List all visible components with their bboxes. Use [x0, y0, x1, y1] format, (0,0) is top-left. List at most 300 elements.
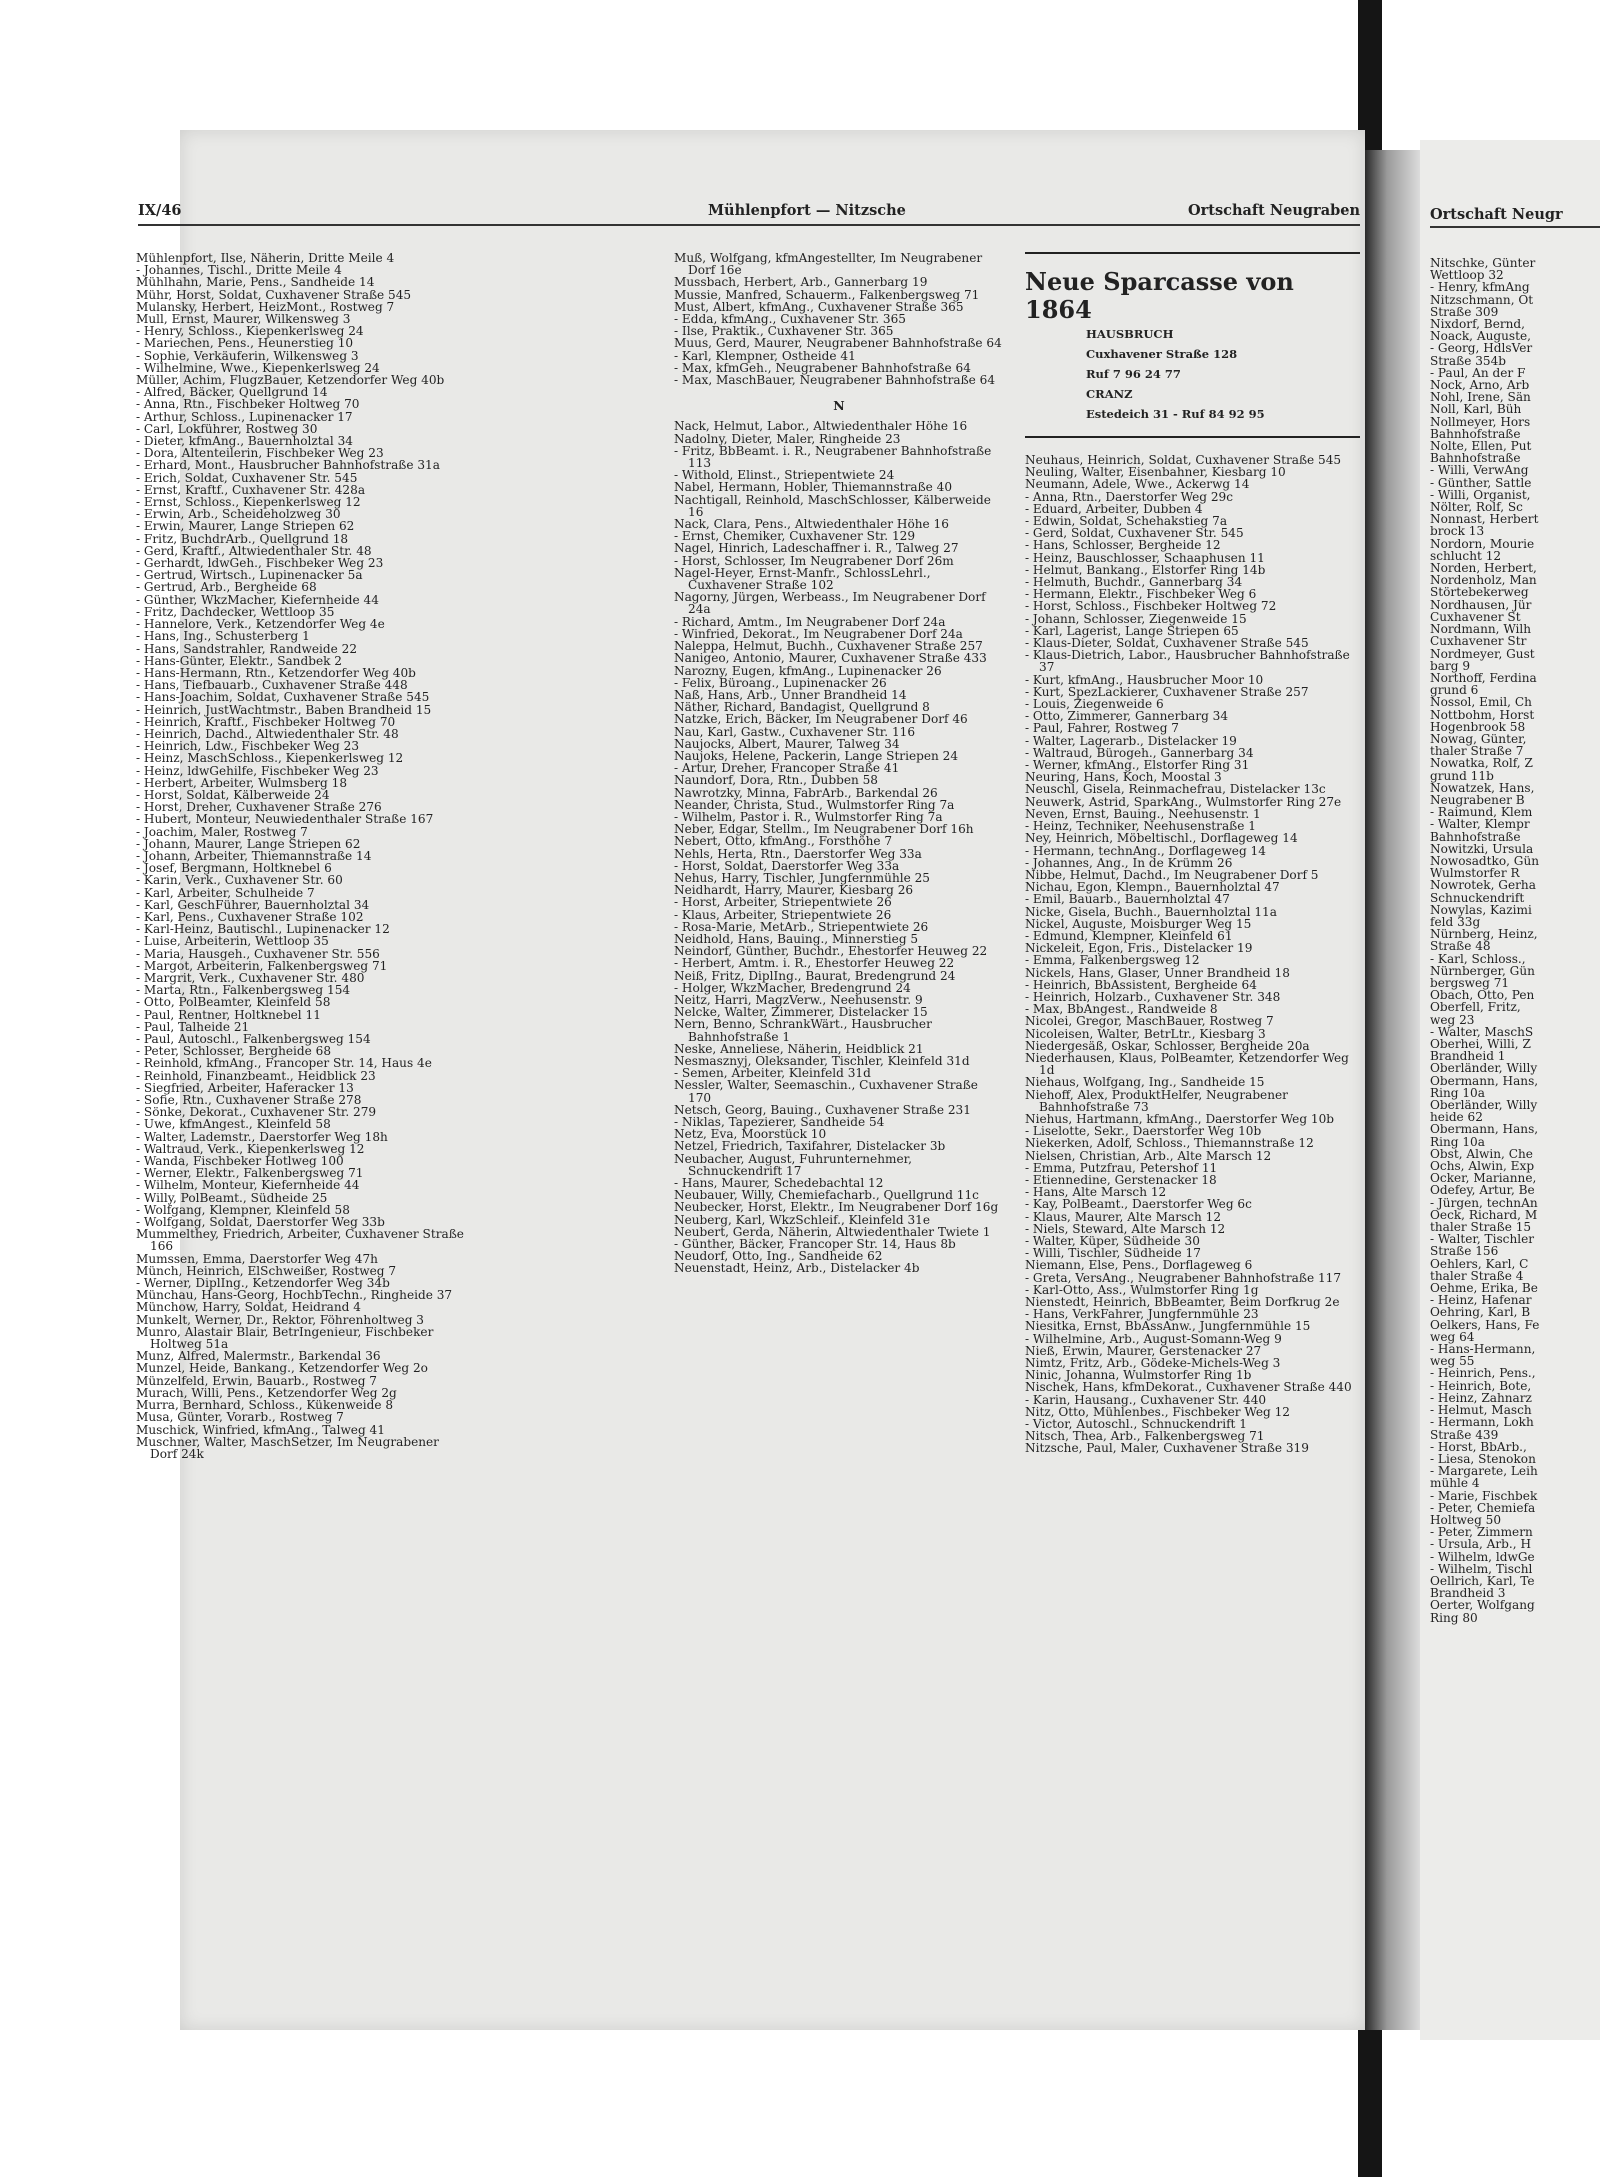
directory-entry: - Horst, BbArb., — [1430, 1439, 1527, 1454]
directory-entry: - Werner, Elektr., Falkenbergsweg 71 — [136, 1166, 364, 1181]
directory-entry: Mussbach, Herbert, Arb., Gannerbarg 19 — [674, 275, 928, 290]
directory-entry: Ring 10a — [1430, 1085, 1485, 1100]
directory-entry: Nitz, Otto, Mühlenbes., Fischbeker Weg 12 — [1025, 1404, 1290, 1419]
directory-entry: Murach, Willi, Pens., Ketzendorfer Weg 2g — [136, 1385, 397, 1400]
directory-entry: Nehus, Harry, Tischler, Jungfernmühle 25 — [674, 870, 930, 885]
directory-entry: - Karl-Otto, Ass., Wulmstorfer Ring 1g — [1025, 1282, 1259, 1297]
directory-entry: - Johannes, Ang., In de Krümm 26 — [1025, 855, 1233, 870]
directory-entry: Munz, Alfred, Malermstr., Barkendal 36 — [136, 1349, 381, 1364]
entries-mu — [674, 252, 1004, 386]
directory-entry: - Anna, Rtn., Daerstorfer Weg 29c — [1025, 489, 1234, 504]
directory-entry: - Hans-Joachim, Soldat, Cuxhavener Straße 545 — [136, 690, 430, 705]
directory-entry: Mühr, Horst, Soldat, Cuxhavener Straße 545 — [136, 287, 412, 302]
directory-entry: Nicoleisen, Walter, BetrLtr., Kiesbarg 3 — [1025, 1026, 1266, 1041]
directory-entry: Naß, Hans, Arb., Unner Brandheid 14 — [674, 687, 907, 702]
directory-entry: thaler Straße 4 — [1430, 1268, 1524, 1283]
directory-entry: Munkelt, Werner, Dr., Rektor, Föhrenholtweg 3 — [136, 1312, 424, 1327]
directory-entry: Niederhausen, Klaus, PolBeamter, Ketzendorfer Weg 1d — [1025, 1050, 1349, 1078]
directory-entry: - Kurt, SpezLackierer, Cuxhavener Straße 257 — [1025, 684, 1309, 699]
directory-entry: Nowatka, Rolf, Z — [1430, 756, 1533, 771]
directory-entry: - Hans, Ing., Schusterberg 1 — [136, 629, 310, 644]
directory-entry: - Karl, GeschFührer, Bauernholztal 34 — [136, 897, 370, 912]
directory-entry: Mühlenpfort, Ilse, Näherin, Dritte Meile 4 — [136, 251, 395, 265]
directory-entry: - Waltraud, Verk., Kiepenkerlsweg 12 — [136, 1141, 365, 1156]
directory-entry: - Ilse, Praktik., Cuxhavener Str. 365 — [674, 324, 894, 339]
directory-entry: - Margarete, Leih — [1430, 1464, 1538, 1479]
directory-entry: Mühlhahn, Marie, Pens., Sandheide 14 — [136, 275, 375, 290]
directory-entry: Nickels, Hans, Glaser, Unner Brandheid 18 — [1025, 965, 1290, 980]
directory-entry: - Horst, Dreher, Cuxhavener Straße 276 — [136, 800, 382, 815]
directory-entry: Obermann, Hans, — [1430, 1122, 1539, 1137]
directory-entry: - Hans-Günter, Elektr., Sandbek 2 — [136, 653, 342, 668]
directory-entry: Nitzsche, Paul, Maler, Cuxhavener Straße 319 — [1025, 1441, 1309, 1456]
ad-line: Cuxhavener Straße 128 — [1086, 347, 1238, 361]
directory-entry: - Ernst, Chemiker, Cuxhavener Str. 129 — [674, 529, 916, 544]
directory-entry: - Paul, Fahrer, Rostweg 7 — [1025, 721, 1179, 736]
directory-entry: - Liselotte, Sekr., Daerstorfer Weg 10b — [1025, 1124, 1262, 1139]
directory-entry: Nielsen, Christian, Arb., Alte Marsch 12 — [1025, 1148, 1272, 1163]
page-number: IX/46 — [138, 202, 182, 219]
directory-entry: Ocker, Marianne, — [1430, 1171, 1537, 1186]
directory-entry: Nürnberger, Gün — [1430, 963, 1535, 978]
directory-entry: schlucht 12 — [1430, 548, 1502, 563]
directory-entry: Naujocks, Albert, Maurer, Talweg 34 — [674, 736, 900, 751]
directory-column-2 — [674, 252, 1004, 1275]
directory-entry: brock 13 — [1430, 524, 1485, 539]
directory-entry: Oberländer, Willy — [1430, 1098, 1538, 1113]
directory-entry: Nessler, Walter, Seemaschin., Cuxhavener Straße 170 — [674, 1078, 978, 1105]
directory-entry: - Günther, Bäcker, Francoper Str. 14, Haus 8b — [674, 1237, 956, 1252]
directory-entry: Nickel, Auguste, Moisburger Weg 15 — [1025, 916, 1252, 931]
directory-entry: - Ursula, Arb., H — [1430, 1537, 1532, 1552]
directory-entry: Netsch, Georg, Bauing., Cuxhavener Straße 231 — [674, 1102, 971, 1117]
directory-entry: weg 55 — [1430, 1354, 1475, 1369]
directory-entry: Nibbe, Helmut, Dachd., Im Neugrabener Dorf 5 — [1025, 867, 1319, 882]
directory-entry: - Hans, Sandstrahler, Randweide 22 — [136, 641, 358, 656]
directory-entry: Münchau, Hans-Georg, HochbTechn., Ringheide 37 — [136, 1288, 453, 1303]
district-name: Ortschaft Neugraben — [1188, 202, 1360, 219]
directory-entry: - Arthur, Schloss., Lupinenacker 17 — [136, 409, 353, 424]
directory-entry: - Horst, Arbeiter, Striepentwiete 26 — [674, 895, 892, 910]
directory-entry: - Heinz, Zahnarz — [1430, 1390, 1532, 1405]
directory-entry: - Felix, Büroang., Lupinenacker 26 — [674, 675, 887, 690]
directory-entry: - Herbert, Arbeiter, Wulmsberg 18 — [136, 775, 348, 790]
directory-entry: Nack, Helmut, Labor., Altwiedenthaler Höhe 16 — [674, 419, 968, 434]
directory-entry: Netz, Eva, Moorstück 10 — [674, 1127, 827, 1142]
directory-entry: - Edmund, Klempner, Kleinfeld 61 — [1025, 928, 1233, 943]
directory-entry: Neuring, Hans, Koch, Moostal 3 — [1025, 770, 1222, 785]
directory-entry: mühle 4 — [1430, 1476, 1480, 1491]
directory-entry: thaler Straße 15 — [1430, 1220, 1532, 1235]
directory-entry: Nowitzki, Ursula — [1430, 841, 1534, 856]
directory-entry: - Karl, Lagerist, Lange Striepen 65 — [1025, 623, 1239, 638]
directory-entry: - Johann, Arbeiter, Thiemannstraße 14 — [136, 848, 372, 863]
directory-entry: - Erwin, Maurer, Lange Striepen 62 — [136, 519, 355, 534]
next-page-column — [1430, 257, 1600, 1624]
directory-entry: Wettloop 32 — [1430, 268, 1504, 283]
directory-entry: Nitschke, Günter — [1430, 256, 1536, 270]
directory-entry: Naujoks, Helene, Packerin, Lange Striepen 24 — [674, 748, 959, 763]
directory-entry: - Paul, Rentner, Holtknebel 11 — [136, 1007, 321, 1022]
ad-title: Neue Sparcasse von 1864 — [1025, 267, 1294, 324]
directory-entry: heide 62 — [1430, 1110, 1483, 1125]
directory-entry: - Gerd, Soldat, Cuxhavener Str. 545 — [1025, 526, 1244, 541]
directory-entry: - Paul, An der F — [1430, 365, 1526, 380]
directory-entry: - Fritz, BuchdrArb., Quellgrund 18 — [136, 531, 349, 546]
directory-entry: - Max, kfmGeh., Neugrabener Bahnhofstraße 64 — [674, 360, 971, 375]
directory-entry: - Hubert, Monteur, Neuwiedenthaler Straße 167 — [136, 812, 434, 827]
directory-entry: Bahnhofstraße — [1430, 829, 1521, 844]
directory-entry: Neubecker, Horst, Elektr., Im Neugrabener Dorf 16g — [674, 1200, 999, 1215]
directory-entry: Oberländer, Willy — [1430, 1061, 1538, 1076]
directory-entry: Bahnhofstraße — [1430, 426, 1521, 441]
directory-entry: - Margrit, Verk., Cuxhavener Str. 480 — [136, 970, 365, 985]
directory-entry: - Heinz, ldwGehilfe, Fischbeker Weg 23 — [136, 763, 379, 778]
directory-entry: - Henry, kfmAng — [1430, 280, 1530, 295]
directory-entry: Ninic, Johanna, Wulmstorfer Ring 1b — [1025, 1368, 1252, 1383]
directory-entry: Mull, Ernst, Maurer, Wilkensweg 3 — [136, 312, 351, 327]
bank-advertisement — [1025, 252, 1360, 438]
directory-entry: Ochs, Alwin, Exp — [1430, 1159, 1535, 1174]
directory-entry: - Peter, Zimmern — [1430, 1525, 1533, 1540]
directory-entry: - Edda, kfmAng., Cuxhavener Str. 365 — [674, 312, 907, 327]
directory-entry: Nitsch, Thea, Arb., Falkenbergsweg 71 — [1025, 1429, 1265, 1444]
directory-entry: Oberhei, Willi, Z — [1430, 1037, 1531, 1051]
directory-entry: - Victor, Autoschl., Schnuckendrift 1 — [1025, 1417, 1247, 1432]
directory-entry: Nicke, Gisela, Buchh., Bauernholztal 11a — [1025, 904, 1277, 919]
directory-entry: - Withold, Elinst., Striepentwiete 24 — [674, 468, 895, 483]
section-letter: N — [833, 398, 845, 414]
directory-entry: Oerter, Wolfgang — [1430, 1598, 1535, 1613]
directory-entry: Straße 309 — [1430, 304, 1499, 319]
directory-entry: Straße 48 — [1430, 939, 1491, 954]
directory-entry: - Heinz, MaschSchloss., Kiepenkerlsweg 12 — [136, 751, 404, 766]
directory-entry: Nanigeo, Antonio, Maurer, Cuxhavener Straße 433 — [674, 651, 987, 666]
entries-ne-ni — [1025, 454, 1360, 1455]
directory-entry: Mussie, Manfred, Schauerm., Falkenbergsweg 71 — [674, 287, 980, 302]
directory-entry: Naundorf, Dora, Rtn., Dubben 58 — [674, 773, 878, 788]
directory-entry: Nack, Clara, Pens., Altwiedenthaler Höhe 16 — [674, 517, 949, 532]
directory-entry: - Günther, Sattle — [1430, 475, 1532, 490]
directory-entry: - Johann, Maurer, Lange Striepen 62 — [136, 836, 361, 851]
directory-entry: - Otto, PolBeamter, Kleinfeld 58 — [136, 995, 331, 1010]
directory-entry: Neuhaus, Heinrich, Soldat, Cuxhavener Straße 545 — [1025, 453, 1342, 467]
directory-entry: - Hans, Maurer, Schedebachtal 12 — [674, 1176, 884, 1191]
directory-entry: Hogenbrook 58 — [1430, 719, 1526, 734]
directory-entry: Niehoff, Alex, ProduktHelfer, Neugrabener Bahnhofstraße 73 — [1025, 1087, 1288, 1114]
directory-entry: - Willi, VerwAng — [1430, 463, 1529, 478]
directory-entry: - Wilhelm, Pastor i. R., Wulmstorfer Ring 7a — [674, 809, 943, 824]
directory-entry: - Wilhelm, Tischl — [1430, 1561, 1533, 1576]
directory-entry: - Reinhold, kfmAng., Francoper Str. 14, Haus 4e — [136, 1056, 432, 1071]
directory-entry: Nohl, Irene, Sän — [1430, 390, 1531, 405]
directory-entry: - Hannelore, Verk., Ketzendorfer Weg 4e — [136, 617, 385, 632]
directory-entry: - Hermann, Elektr., Fischbeker Weg 6 — [1025, 587, 1257, 602]
directory-entry: - Hans, Alte Marsch 12 — [1025, 1185, 1167, 1200]
directory-entry: - Karl-Heinz, Bautischl., Lupinenacker 12 — [136, 922, 390, 937]
directory-entry: Niedergesäß, Oskar, Schlosser, Bergheide 20a — [1025, 1038, 1310, 1053]
directory-entry: Cuxhavener St — [1430, 609, 1521, 624]
directory-entry: - Heinrich, Dachd., Altwiedenthaler Str. 48 — [136, 726, 399, 741]
directory-entry: Naleppa, Helmut, Buchh., Cuxhavener Straße 257 — [674, 639, 983, 654]
directory-entry: Niehus, Hartmann, kfmAng., Daerstorfer Weg 10b — [1025, 1111, 1335, 1126]
directory-entry: Muß, Wolfgang, kfmAngestellter, Im Neugrabener Dorf 16e — [674, 251, 983, 278]
directory-entry: - Artur, Dreher, Francoper Straße 41 — [674, 761, 900, 776]
directory-entry: Ney, Heinrich, Möbeltischl., Dorflageweg 14 — [1025, 831, 1298, 846]
directory-entry: - Wilhelm, Monteur, Kiefernheide 44 — [136, 1178, 360, 1193]
directory-entry: - Ernst, Kraftf., Cuxhavener Str. 428a — [136, 482, 366, 497]
directory-entry: - Georg, HdlsVer — [1430, 341, 1533, 356]
directory-entry: - Josef, Bergmann, Holtknebel 6 — [136, 861, 332, 876]
directory-entry: Münchow, Harry, Soldat, Heidrand 4 — [136, 1300, 361, 1315]
directory-entry: - Dora, Altenteilerin, Fischbeker Weg 23 — [136, 446, 384, 461]
directory-entry: - Klaus, Arbeiter, Striepentwiete 26 — [674, 907, 892, 922]
directory-entry: Niemann, Else, Pens., Dorflageweg 6 — [1025, 1258, 1253, 1273]
ad-line: Estedeich 31 - Ruf 84 92 95 — [1086, 407, 1265, 421]
directory-entry: - Anna, Rtn., Fischbeker Holtweg 70 — [136, 397, 360, 412]
directory-entry: Nachtigall, Reinhold, MaschSchlosser, Kälberweide 16 — [674, 492, 991, 519]
directory-entry: Murra, Bernhard, Schloss., Kükenweide 8 — [136, 1398, 394, 1413]
directory-entry: - Karin, Verk., Cuxhavener Str. 60 — [136, 873, 343, 888]
directory-entry: - Luise, Arbeiterin, Wettloop 35 — [136, 934, 329, 949]
directory-entry: - Peter, Chemiefa — [1430, 1500, 1536, 1515]
directory-entry: - Heinrich, Kraftf., Fischbeker Holtweg 70 — [136, 714, 396, 729]
directory-entry: Nowag, Günter, — [1430, 731, 1527, 746]
directory-entry: - Walter, Lademstr., Daerstorfer Weg 18h — [136, 1129, 388, 1144]
directory-entry: - Klaus-Dietrich, Labor., Hausbrucher Bahnhofstraße 37 — [1025, 648, 1350, 675]
directory-entry: Bahnhofstraße — [1430, 451, 1521, 466]
directory-entry: Neuenstadt, Heinz, Arb., Distelacker 4b — [674, 1261, 920, 1276]
directory-entry: Nixdorf, Bernd, — [1430, 317, 1526, 332]
directory-entry: Mummelthey, Friedrich, Arbeiter, Cuxhavener Straße 166 — [136, 1227, 464, 1254]
directory-entry: Neubert, Gerda, Näherin, Altwiedenthaler Twiete 1 — [674, 1224, 991, 1239]
ad-line: CRANZ — [1086, 387, 1133, 401]
directory-entry: Neuschl, Gisela, Reinmachefrau, Distelacker 13c — [1025, 782, 1326, 797]
directory-entry: - Otto, Zimmerer, Gannerbarg 34 — [1025, 709, 1229, 724]
directory-entry: - Willy, PolBeamt., Südheide 25 — [136, 1190, 328, 1205]
directory-entry: Wulmstorfer R — [1430, 866, 1520, 881]
directory-entry: - Walter, MaschS — [1430, 1024, 1534, 1039]
directory-entry: Muschick, Winfried, kfmAng., Talweg 41 — [136, 1422, 385, 1437]
directory-entry: - Maria, Hausgeh., Cuxhavener Str. 556 — [136, 946, 380, 961]
directory-entry: Neidhold, Hans, Bauing., Minnerstieg 5 — [674, 931, 919, 946]
directory-entry: - Heinrich, BbAssistent, Bergheide 64 — [1025, 977, 1257, 992]
directory-entry: - Walter, Küper, Südheide 30 — [1025, 1234, 1200, 1248]
directory-entry: Holtweg 50 — [1430, 1512, 1502, 1527]
directory-entry: Musa, Günter, Vorarb., Rostweg 7 — [136, 1410, 344, 1425]
directory-entry: - Sofie, Rtn., Cuxhavener Straße 278 — [136, 1093, 362, 1108]
directory-entry: grund 11b — [1430, 768, 1494, 783]
directory-entry: Müller, Achim, FlugzBauer, Ketzendorfer Weg 40b — [136, 373, 445, 388]
directory-entry: - Liesa, Stenokon — [1430, 1451, 1536, 1466]
directory-entry: Odefey, Artur, Be — [1430, 1183, 1535, 1198]
directory-entry: Nawrotzky, Minna, FabrArb., Barkendal 26 — [674, 785, 938, 800]
directory-entry: - Eduard, Arbeiter, Dubben 4 — [1025, 501, 1203, 516]
directory-entry: Nebert, Otto, kfmAng., Forsthöhe 7 — [674, 834, 893, 849]
directory-entry: Brandheid 1 — [1430, 1049, 1506, 1064]
directory-entry: Niehaus, Wolfgang, Ing., Sandheide 15 — [1025, 1075, 1265, 1090]
directory-entry: - Paul, Talheide 21 — [136, 1019, 250, 1034]
directory-entry: Must, Albert, kfmAng., Cuxhavener Straße 365 — [674, 299, 964, 314]
directory-entry: - Erhard, Mont., Hausbrucher Bahnhofstraße 31a — [136, 458, 440, 473]
directory-entry: - Wolfgang, Klempner, Kleinfeld 58 — [136, 1202, 350, 1217]
directory-entry: Neubacher, August, Fuhrunternehmer, Schnuckendrift 17 — [674, 1151, 912, 1178]
directory-entry: Nelcke, Walter, Zimmerer, Distelacker 15 — [674, 1005, 928, 1020]
directory-entry: - Klaus-Dieter, Soldat, Cuxhavener Straße 545 — [1025, 636, 1309, 651]
directory-entry: Näther, Richard, Bandagist, Quellgrund 8 — [674, 700, 930, 715]
directory-entry: Noack, Auguste, — [1430, 329, 1531, 344]
directory-entry: - Johann, Schlosser, Ziegenweide 15 — [1025, 611, 1247, 626]
directory-entry: - Wanda, Fischbeker Hotlweg 100 — [136, 1154, 344, 1169]
directory-entry: Neitz, Harri, MagzVerw., Neehusenstr. 9 — [674, 992, 923, 1007]
directory-entry: - Max, BbAngest., Randweide 8 — [1025, 1002, 1218, 1017]
directory-entry: Neindorf, Günther, Buchdr., Ehestorfer Heuweg 22 — [674, 944, 988, 959]
directory-entry: - Louis, Ziegenweide 6 — [1025, 697, 1164, 712]
directory-entry: - Fritz, Dachdecker, Wettloop 35 — [136, 604, 335, 619]
directory-entry: barg 9 — [1430, 658, 1471, 673]
directory-entry: - Waltraud, Bürogeh., Gannerbarg 34 — [1025, 745, 1254, 760]
directory-entry: - Rosa-Marie, MetArb., Striepentwiete 26 — [674, 919, 929, 934]
directory-entry: Nischek, Hans, kfmDekorat., Cuxhavener Straße 440 — [1025, 1380, 1352, 1395]
directory-entry: Nossol, Emil, Ch — [1430, 695, 1532, 710]
directory-entry: Nowrotek, Gerha — [1430, 878, 1536, 893]
directory-entry: - Gerhardt, ldwGeh., Fischbeker Weg 23 — [136, 556, 384, 571]
directory-entry: - Alfred, Bäcker, Quellgrund 14 — [136, 385, 328, 400]
directory-entry: - Hermann, technAng., Dorflageweg 14 — [1025, 843, 1266, 858]
directory-entry: Nickeleit, Egon, Fris., Distelacker 19 — [1025, 941, 1253, 956]
directory-entry: Neuwerk, Astrid, SparkAng., Wulmstorfer Ring 27e — [1025, 794, 1342, 809]
directory-entry: - Winfried, Dekorat., Im Neugrabener Dorf 24a — [674, 626, 963, 641]
directory-entry: Nottbohm, Horst — [1430, 707, 1535, 722]
directory-entry: Noll, Karl, Büh — [1430, 402, 1522, 417]
directory-entry: Neuling, Walter, Eisenbahner, Kiesbarg 10 — [1025, 465, 1286, 480]
directory-entry: Niekerken, Adolf, Schloss., Thiemannstraße 12 — [1025, 1136, 1314, 1151]
directory-entry: - Erwin, Arb., Scheideholzweg 30 — [136, 507, 341, 522]
directory-entry: Nölter, Rolf, Sc — [1430, 500, 1523, 515]
directory-entry: Brandheid 3 — [1430, 1586, 1506, 1601]
directory-entry: Störtebekerweg — [1430, 585, 1529, 600]
directory-entry: Straße 156 — [1430, 1244, 1499, 1259]
directory-entry: - Hans, Schlosser, Bergheide 12 — [1025, 538, 1221, 553]
directory-entry: - Peter, Schlosser, Bergheide 68 — [136, 1044, 332, 1059]
directory-entry: - Niklas, Tapezierer, Sandheide 54 — [674, 1115, 885, 1130]
directory-entry: Niesitka, Ernst, BbAssAnw., Jungfernmühle 15 — [1025, 1319, 1311, 1334]
directory-entry: - Dieter, kfmAng., Bauernholztal 34 — [136, 434, 353, 449]
directory-entry: - Edwin, Soldat, Schehakstieg 7a — [1025, 514, 1228, 529]
scan-edge-bottom — [1358, 2025, 1382, 2177]
directory-entry: Neven, Ernst, Bauing., Neehusenstr. 1 — [1025, 806, 1261, 821]
directory-entry: - Werner, kfmAng., Elstorfer Ring 31 — [1025, 758, 1250, 773]
directory-entry: weg 64 — [1430, 1329, 1475, 1344]
directory-entry: - Willi, Tischler, Südheide 17 — [1025, 1246, 1201, 1261]
directory-entry: - Helmut, Masch — [1430, 1403, 1532, 1418]
directory-entry: - Joachim, Maler, Rostweg 7 — [136, 824, 308, 839]
directory-entry: - Sophie, Verkäuferin, Wilkensweg 3 — [136, 348, 359, 363]
directory-entry: feld 33g — [1430, 914, 1481, 929]
directory-entry: Nichau, Egon, Klempn., Bauernholztal 47 — [1025, 880, 1280, 895]
directory-entry: - Erich, Soldat, Cuxhavener Str. 545 — [136, 470, 358, 485]
directory-entry: - Horst, Soldat, Kälberweide 24 — [136, 787, 330, 802]
directory-entry: Nern, Benno, SchrankWärt., Hausbrucher Bahnhofstraße 1 — [674, 1017, 932, 1044]
directory-entry: Ring 10a — [1430, 1134, 1485, 1149]
directory-entry: Nabel, Hermann, Hobler, Thiemannstraße 40 — [674, 480, 953, 495]
entries-n — [674, 420, 1004, 1274]
directory-entry: - Walter, Lagerarb., Distelacker 19 — [1025, 733, 1237, 748]
directory-entry: - Wilhelm, ldwGe — [1430, 1549, 1535, 1564]
directory-entry: - Carl, Lokführer, Rostweg 30 — [136, 421, 318, 436]
directory-entry: Nitzschmann, Ot — [1430, 292, 1534, 307]
directory-entry: - Wilhelmine, Wwe., Kiepenkerlsweg 24 — [136, 360, 380, 375]
directory-entry: Cuxhavener Str — [1430, 634, 1527, 649]
directory-entry: bergsweg 71 — [1430, 975, 1510, 990]
directory-entry: Nordmeyer, Gust — [1430, 646, 1535, 661]
directory-entry: - Marta, Rtn., Falkenbergsweg 154 — [136, 983, 351, 998]
directory-entry: Oehlers, Karl, C — [1430, 1256, 1529, 1271]
directory-entry: - Raimund, Klem — [1430, 805, 1533, 820]
directory-entry: - Mariechen, Pens., Heunerstieg 10 — [136, 336, 354, 351]
directory-entry: - Helmut, Bankang., Elstorfer Ring 14b — [1025, 562, 1266, 577]
ad-line: Ruf 7 96 24 77 — [1086, 367, 1181, 381]
directory-entry: Munzel, Heide, Bankang., Ketzendorfer Weg 2o — [136, 1361, 428, 1376]
directory-entry: Obst, Alwin, Che — [1430, 1146, 1533, 1161]
running-header — [138, 200, 1360, 226]
directory-entry: - Siegfried, Arbeiter, Haferacker 13 — [136, 1080, 354, 1095]
directory-entry: - Hermann, Lokh — [1430, 1415, 1534, 1430]
directory-entry: Obermann, Hans, — [1430, 1073, 1539, 1088]
directory-entry: Nordenholz, Man — [1430, 573, 1537, 588]
directory-entry: Schnuckendrift — [1430, 890, 1525, 905]
directory-entry: Nordorn, Mourie — [1430, 536, 1535, 551]
directory-entry: - Heinrich, Ldw., Fischbeker Weg 23 — [136, 739, 360, 754]
directory-entry: - Karl, Schloss., — [1430, 951, 1526, 966]
directory-entry: - Helmuth, Buchdr., Gannerbarg 34 — [1025, 575, 1243, 590]
directory-entry: Muus, Gerd, Maurer, Neugrabener Bahnhofstraße 64 — [674, 336, 1002, 351]
directory-entry: Neander, Christa, Stud., Wulmstorfer Ring 7a — [674, 797, 955, 812]
next-page-header: Ortschaft Neugr — [1430, 206, 1600, 228]
directory-entry: Nordhausen, Jür — [1430, 597, 1532, 612]
directory-entry: Nowatzek, Hans, — [1430, 780, 1535, 795]
directory-entry: - Walter, Tischler — [1430, 1232, 1535, 1247]
directory-entry: - Heinz, Hafenar — [1430, 1293, 1532, 1308]
next-page-fragment — [1420, 140, 1600, 2040]
directory-entry: - Emma, Putzfrau, Petershof 11 — [1025, 1160, 1218, 1175]
directory-entry: - Richard, Amtm., Im Neugrabener Dorf 24a — [674, 614, 946, 629]
directory-entry: Neber, Edgar, Stellm., Im Neugrabener Dorf 16h — [674, 822, 974, 837]
directory-entry: Nollmeyer, Hors — [1430, 414, 1531, 429]
directory-entry: Narozny, Eugen, kfmAng., Lupinenacker 26 — [674, 663, 942, 678]
directory-column-3 — [1025, 252, 1360, 1455]
directory-entry: - Henry, Schloss., Kiepenkerlsweg 24 — [136, 324, 364, 339]
directory-entry: Nau, Karl, Gastw., Cuxhavener Str. 116 — [674, 724, 916, 739]
directory-entry: - Karl, Arbeiter, Schulheide 7 — [136, 885, 315, 900]
directory-entry: - Uwe, kfmAngest., Kleinfeld 58 — [136, 1117, 331, 1132]
directory-entry: - Walter, Klempr — [1430, 817, 1530, 832]
directory-entry: Nordmann, Wilh — [1430, 622, 1532, 637]
directory-entry: Nicolei, Gregor, MaschBauer, Rostweg 7 — [1025, 1014, 1274, 1029]
directory-entry: - Ernst, Schloss., Kiepenkerlsweg 12 — [136, 495, 361, 510]
directory-entry: Obach, Otto, Pen — [1430, 988, 1535, 1003]
directory-entry: Natzke, Erich, Bäcker, Im Neugrabener Dorf 46 — [674, 712, 968, 727]
directory-entry: - Niels, Steward, Alte Marsch 12 — [1025, 1221, 1226, 1236]
directory-entry: Nadolny, Dieter, Maler, Ringheide 23 — [674, 431, 901, 446]
directory-entry: Mumssen, Emma, Daerstorfer Weg 47h — [136, 1251, 378, 1266]
directory-entry: Mulansky, Herbert, HeizMont., Rostweg 7 — [136, 299, 395, 314]
directory-entry: Nonnast, Herbert — [1430, 512, 1539, 527]
directory-entry: Straße 439 — [1430, 1427, 1499, 1442]
directory-entry: - Johannes, Tischl., Dritte Meile 4 — [136, 263, 342, 278]
directory-entry: - Günther, WkzMacher, Kiefernheide 44 — [136, 592, 379, 607]
directory-entry: - Wilhelmine, Arb., August-Somann-Weg 9 — [1025, 1331, 1282, 1346]
